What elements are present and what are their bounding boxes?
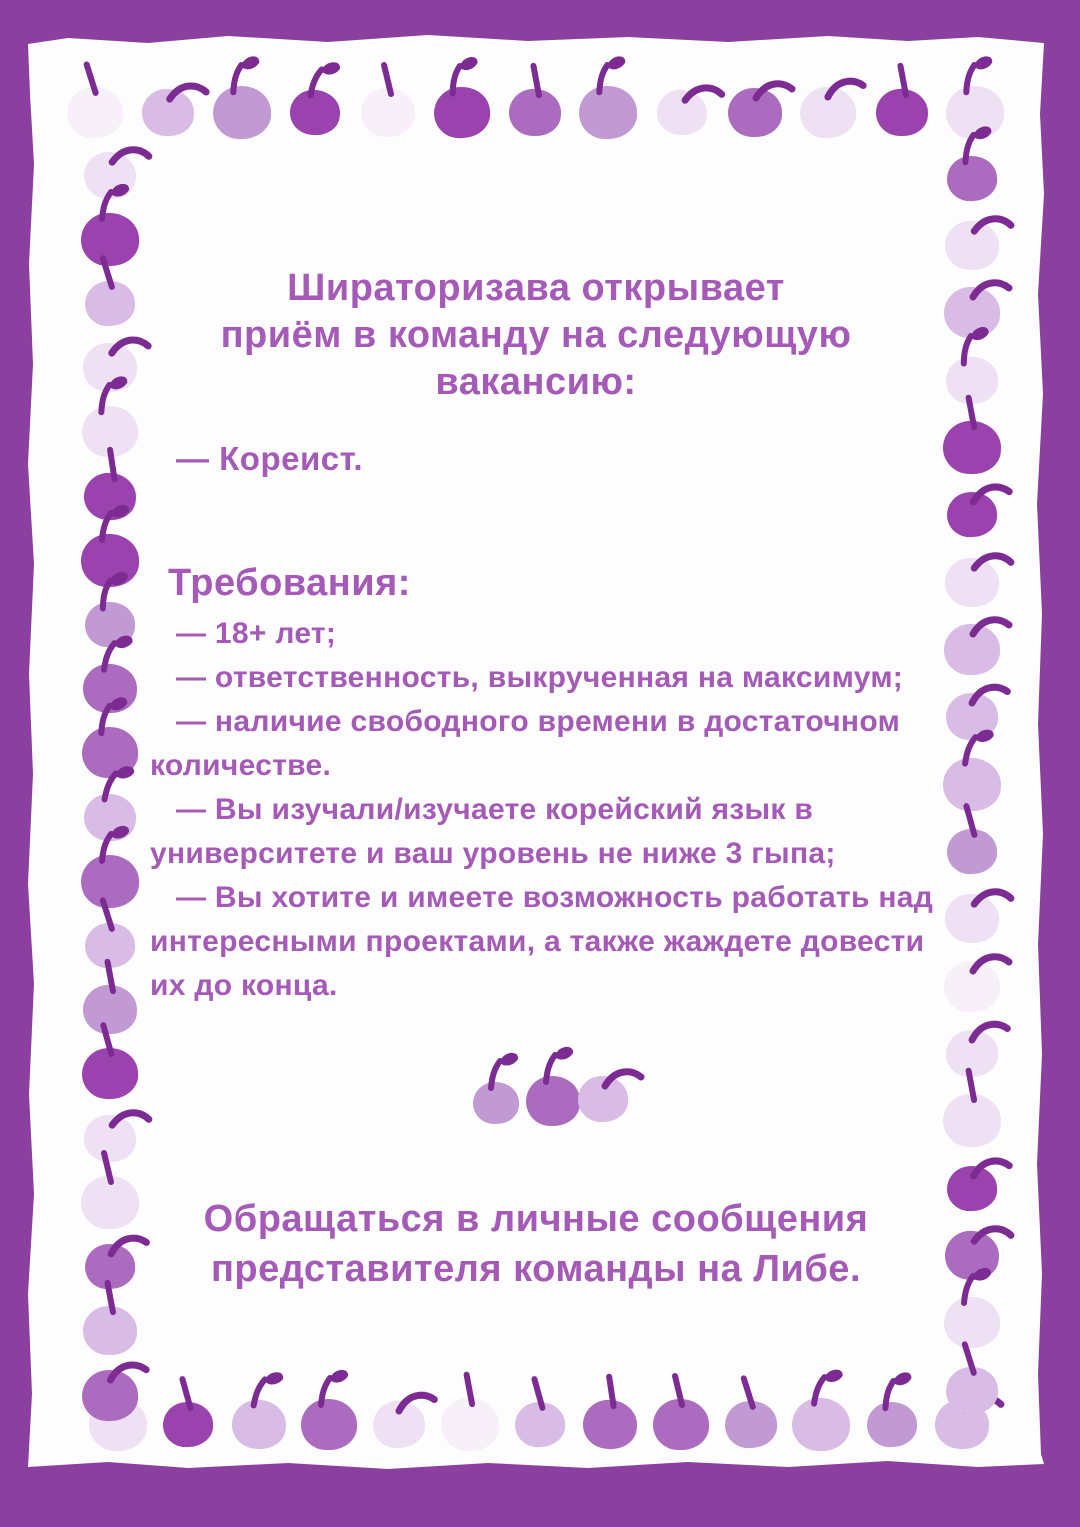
poster-title-line: приём в команду на следующую <box>220 314 852 356</box>
requirement-item: — Вы изучали/изучаете корейский язык в университете и ваш уровень не ниже 3 гыпа; <box>150 793 836 870</box>
contact-note <box>28 1194 1044 1294</box>
poster-title-line: Шираторизава открывает <box>287 267 785 309</box>
requirements-list <box>150 612 942 1008</box>
poster-title <box>28 265 1044 406</box>
vacancy-line: — Кореист. <box>176 440 364 477</box>
poster-content <box>28 34 1044 1470</box>
requirement-item: — ответственность, выкрученная на максимум; <box>176 661 904 694</box>
contact-note-line: Обращаться в личные сообщения <box>203 1198 869 1240</box>
contact-note-line: представителя команды на Либе. <box>210 1248 861 1290</box>
requirements-heading: Требования: <box>168 562 411 604</box>
requirement-item: — Вы хотите и имеете возможность работать над интересными проектами, а также жаждете довести их до конца. <box>150 881 934 1002</box>
poster-title-line: вакансию: <box>435 361 637 403</box>
requirement-item: — 18+ лет; <box>176 617 337 650</box>
requirement-item: — наличие свободного времени в достаточном количестве. <box>150 705 901 782</box>
